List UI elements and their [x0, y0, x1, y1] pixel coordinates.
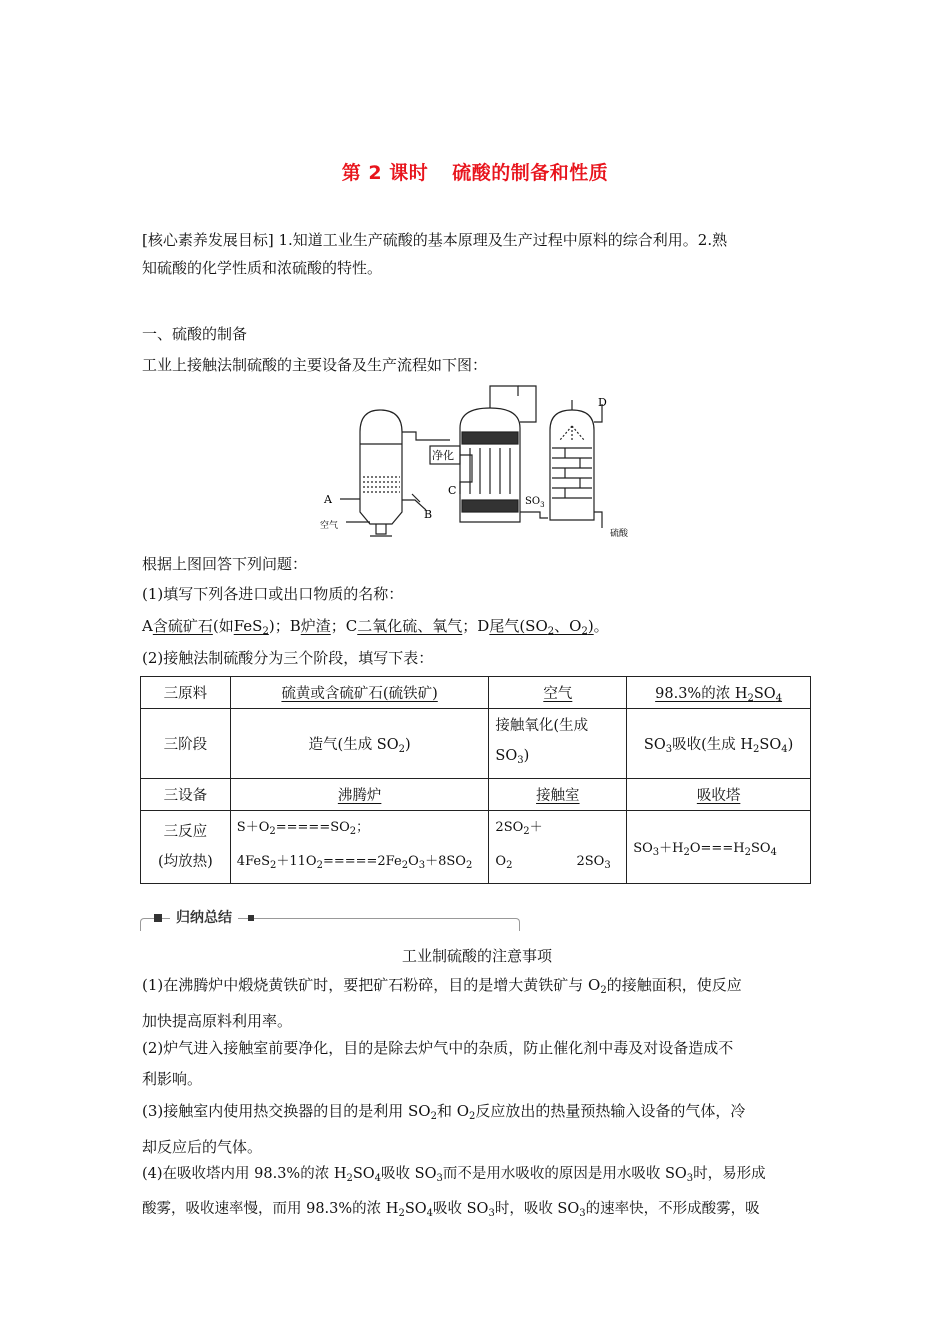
summary-point-1: (1)在沸腾炉中煅烧黄铁矿时，要把矿石粉碎，目的是增大黄铁矿与 $O_2$的接触面积，使反应 加快提高原料利用率。: [142, 976, 742, 1030]
label-a: A: [324, 493, 332, 506]
summary-point-4: (4)在吸收塔内用 98.3%的浓 $H_2SO_4$吸收 $SO_3$而不是用水吸收的原因是用水吸收 $SO_3$时，易形成 酸雾，吸收速率慢，而用 98.3%的浓 $H_2SO_4$吸收 $SO_3$时，吸收 $SO_3$的速率快，不形成酸雾，吸: [142, 1166, 766, 1219]
page-title: [0, 158, 950, 185]
question-1: (1)填写下列各进口或出口物质的名称：: [142, 585, 404, 603]
section-intro: 工业上接触法制硫酸的主要设备及生产流程如下图：: [142, 356, 488, 374]
label-b: B: [424, 508, 433, 521]
boiling-furnace: [360, 410, 402, 524]
question-2: (2)接触法制硫酸分为三个阶段，填写下表：: [142, 649, 434, 667]
table-row: 三原料 硫黄或含硫矿石(硫铁矿) 空气 98.3%的浓 $H_2SO_4$: [141, 677, 811, 709]
lesson-title: 硫酸的制备和性质: [452, 162, 609, 184]
row-header: 三阶段: [141, 709, 231, 779]
table-row: 三阶段 造气(生成 $SO_2$) 接触氧化(生成 $SO_3$) $SO_3$吸收(生成 $H_2SO_4$): [141, 709, 811, 779]
table-row: 三设备 沸腾炉 接触室 吸收塔: [141, 779, 811, 811]
section-heading: 一、硫酸的制备: [142, 325, 248, 343]
goals-bracket: [核心素养发展目标]: [142, 231, 274, 249]
questions-lead: 根据上图回答下列问题：: [142, 555, 308, 573]
question-1-answer: A含硫矿石(如FeS$_2$)；B炉渣；C二氧化硫、氧气；D尾气($SO_2$、$O_2$)。: [142, 617, 609, 637]
process-stages-table: [140, 676, 811, 884]
summary-label: 归纳总结: [170, 908, 238, 928]
label-c: C: [448, 484, 457, 497]
label-acid: 硫酸: [610, 529, 629, 539]
sulfuric-acid-process-diagram: [300, 382, 650, 542]
summary-header: [140, 908, 520, 930]
summary-subtitle: 工业制硫酸的注意事项: [401, 947, 552, 965]
row-header: 三反应 (均放热): [141, 811, 231, 884]
row-header: 三设备: [141, 779, 231, 811]
table-row: 三反应 (均放热) $S+O_2=====SO_2$； $4FeS_2+11O_2=====2Fe_2O_3+8SO_2$ $2SO_2+$ $O_2$ $2SO_3$ $SO_3+H_2O===H_2SO_4$: [141, 811, 811, 884]
core-goals: [核心素养发展目标] 1.知道工业生产硫酸的基本原理及生产过程中原料的综合利用。2.熟 知硫酸的化学性质和浓硫酸的特性。: [142, 231, 728, 277]
label-air: 空气: [320, 521, 339, 531]
summary-point-3: (3)接触室内使用热交换器的目的是利用 $SO_2$和 $O_2$反应放出的热量预热输入设备的气体，冷 却反应后的气体。: [142, 1102, 746, 1156]
purify-label: 净化: [432, 449, 454, 462]
label-d: D: [598, 396, 607, 409]
lesson-number: 第 2 课时: [341, 162, 429, 184]
square-icon: [154, 914, 162, 922]
label-so3: $SO_3$: [525, 496, 545, 509]
summary-point-2: (2)炉气进入接触室前要净化，目的是除去炉气中的杂质，防止催化剂中毒及对设备造成不 利影响。: [142, 1039, 734, 1088]
row-header: 三原料: [141, 677, 231, 709]
square-icon: [248, 915, 254, 921]
